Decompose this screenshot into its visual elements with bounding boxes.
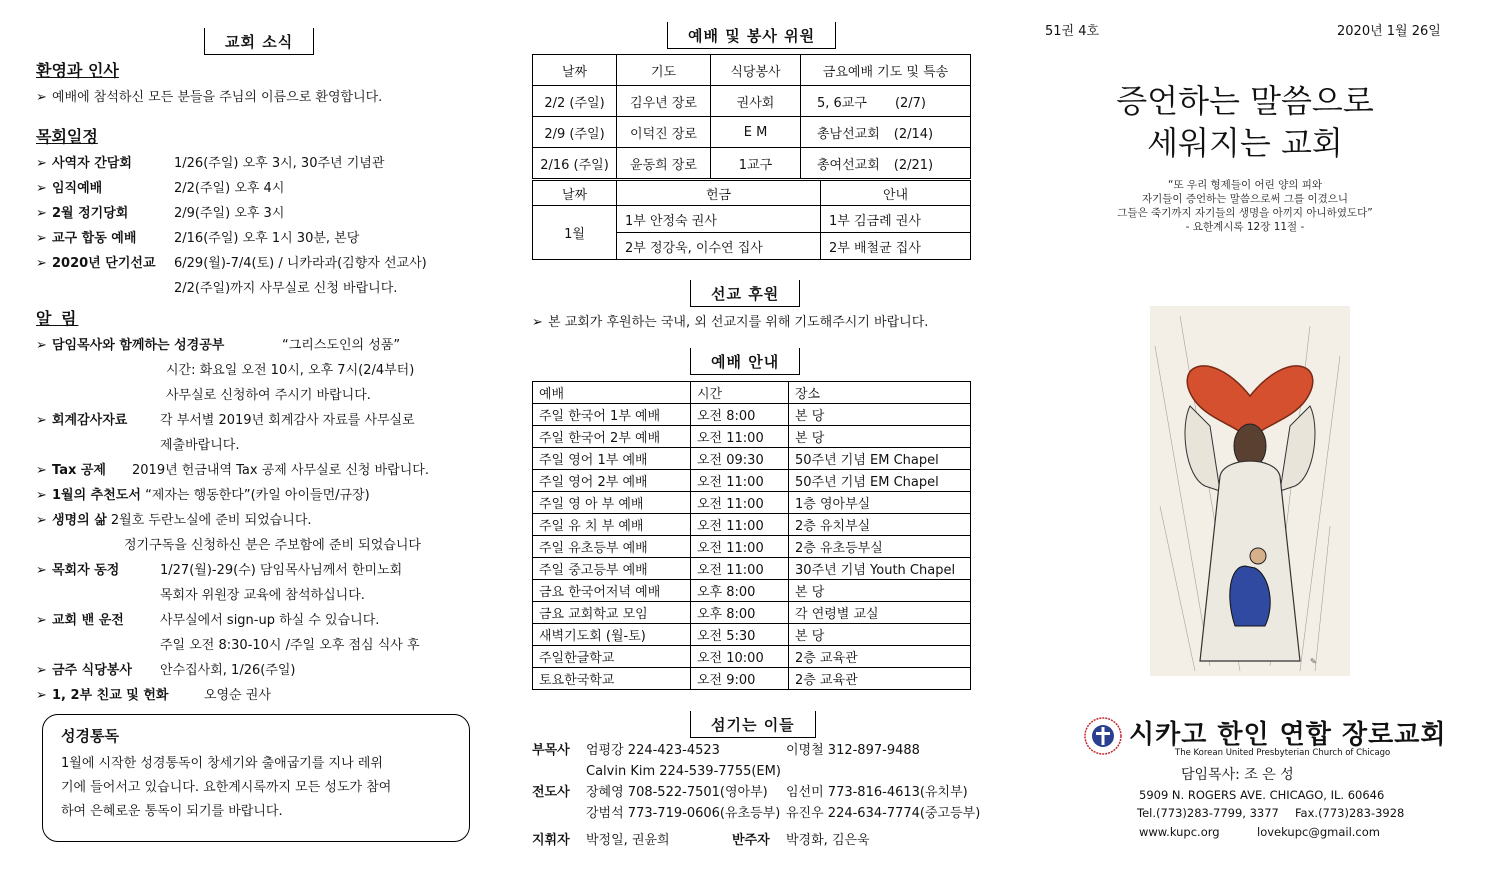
church-phone: Tel.(773)283-7799, 3377 (1137, 806, 1279, 820)
pastoral-schedule (36, 124, 486, 301)
table-cell: 본 당 (789, 580, 971, 602)
church-name-english: The Korean United Presbyterian Church of Chicago (1175, 748, 1391, 758)
table-row (533, 580, 971, 602)
study-title: “그리스도인의 성품” (282, 338, 401, 353)
notices (36, 306, 486, 708)
table-row: 2/16 (주일) 윤동희 장로 1교구 총여선교회 (2/21) (533, 148, 971, 179)
offering-usher-table: 날짜 헌금 안내 1월 1부 안정숙 권사 1부 김금례 권사 2부 정강욱, 이수연 집사 2부 배철균 집사 (532, 180, 971, 260)
audit-label: 회계감사자료 (52, 413, 128, 428)
bullet-icon: ➢ (36, 90, 47, 105)
table-row (533, 624, 971, 646)
table-row (533, 536, 971, 558)
study-apply: 사무실로 신청하여 주시기 바랍니다. (166, 388, 371, 403)
table-cell: 오후 8:00 (691, 580, 789, 602)
table-row: 2/9 (주일) 이덕진 장로 E M 총남선교회 (2/14) (533, 117, 971, 148)
life-label: 생명의 삶 (52, 513, 107, 528)
table-row: 2/2 (주일) 김우년 장로 권사회 5, 6교구 (2/7) (533, 86, 971, 117)
book-text: “제자는 행동한다”(카일 아이들먼/규장) (145, 488, 370, 503)
bullet-icon: ➢ (36, 663, 47, 678)
church-fax: Fax.(773)283-3928 (1295, 806, 1405, 820)
table-row: 2부 정강욱, 이수연 집사 2부 배철균 집사 (533, 233, 971, 260)
welcome-text: 예배에 참석하신 모든 분들을 주님의 이름으로 환영합니다. (52, 90, 383, 105)
table-row (533, 448, 971, 470)
bullet-icon: ➢ (36, 206, 47, 221)
servants-list: 부목사 엄평강 224-423-4523 이명철 312-897-9488 Calvin Kim 224-539-7755(EM) 전도사 장혜영 708-522-7501(영아부) 임선미 773-816-4613(유치부) 강범석 773-719-0606(유초등부) 유진우 224-634-7774(중고등부) 지휘자 박정일, 권윤희 반주자 박경화, 김은욱 (532, 740, 972, 850)
bullet-icon: ➢ (36, 338, 47, 353)
table-row (533, 646, 971, 668)
study-time: 시간: 화요일 오전 10시, 오후 7시(2/4부터) (166, 363, 415, 378)
church-name-korean: 시카고 한인 연합 장로교회 (1129, 720, 1447, 750)
bible-reading-line: 기에 들어서고 있습니다. 요한계시록까지 모든 성도가 참여 (61, 780, 392, 795)
cover-title: 증언하는 말씀으로 세워지는 교회 (1116, 82, 1374, 162)
table-cell: 금요 교회학교 모임 (533, 602, 691, 624)
life-text: 2월호 두란노실에 준비 되었습니다. (110, 513, 312, 528)
table-cell: 2층 교육관 (789, 646, 971, 668)
table-cell: 오전 09:30 (691, 448, 789, 470)
table-cell: 오전 11:00 (691, 514, 789, 536)
table-cell: 본 당 (789, 624, 971, 646)
schedule-heading: 목회일정 (36, 127, 98, 146)
table-row (533, 668, 971, 690)
servants-title: 섬기는 이들 (690, 711, 816, 738)
mission-text: 본 교회가 후원하는 국내, 외 선교지를 위해 기도해주시기 바랍니다. (548, 315, 929, 330)
service-guide-title: 예배 안내 (690, 348, 800, 375)
evangelist-label: 전도사 (532, 785, 570, 800)
greeting-text: 오영순 권사 (204, 688, 271, 703)
tax-label: Tax 공제 (52, 463, 106, 478)
table-cell: 주일 영어 1부 예배 (533, 448, 691, 470)
table-row (533, 426, 971, 448)
bullet-icon: ➢ (36, 231, 47, 246)
volume-number: 51권 4호 (1045, 24, 1100, 39)
greeting-label: 1, 2부 친교 및 헌화 (52, 688, 169, 703)
pastor-news-text: 1/27(월)-29(수) 담임목사님께서 한미노회 (160, 563, 403, 578)
meal-text: 안수집사회, 1/26(주일) (160, 663, 296, 678)
life-continuation: 정기구독을 신청하신 분은 주보함에 준비 되었습니다 (124, 538, 421, 553)
bible-reading-box (42, 714, 470, 842)
table-cell: 오전 9:00 (691, 668, 789, 690)
table-cell: 2층 유초등부실 (789, 536, 971, 558)
bible-reading-heading: 성경통독 (61, 727, 119, 745)
van-text: 사무실에서 sign-up 하실 수 있습니다. (160, 613, 380, 628)
welcome-heading: 환영과 인사 (36, 61, 119, 80)
bullet-icon: ➢ (36, 413, 47, 428)
table-cell: 오후 8:00 (691, 602, 789, 624)
table-cell: 각 연령별 교실 (789, 602, 971, 624)
bible-reading-line: 하여 은혜로운 통독이 되기를 바랍니다. (61, 804, 283, 819)
issue-date: 2020년 1월 26일 (1337, 24, 1441, 39)
church-address: 5909 N. ROGERS AVE. CHICAGO, IL. 60646 (1139, 788, 1385, 802)
schedule-item: ➢ 2020년 단기선교 6/29(월)-7/4(토) / 니카라과(김향자 선교사) (36, 251, 486, 276)
bullet-icon: ➢ (36, 181, 47, 196)
table-cell: 본 당 (789, 426, 971, 448)
schedule-item: ➢ 교구 합동 예배 2/16(주일) 오후 1시 30분, 본당 (36, 226, 486, 251)
table-cell: 주일 중고등부 예배 (533, 558, 691, 580)
book-label: 1월의 추천도서 (52, 488, 141, 503)
pastor-news-label: 목회자 동정 (52, 563, 120, 578)
table-cell: 본 당 (789, 404, 971, 426)
table-cell: 오전 8:00 (691, 404, 789, 426)
table-cell: 오전 10:00 (691, 646, 789, 668)
table-cell: 1층 영아부실 (789, 492, 971, 514)
tax-text: 2019년 헌금내역 Tax 공제 사무실로 신청 바랍니다. (132, 463, 429, 478)
table-cell: 금요 한국어저녁 예배 (533, 580, 691, 602)
table-cell: 오전 5:30 (691, 624, 789, 646)
table-cell: 주일 한국어 1부 예배 (533, 404, 691, 426)
audit-continuation: 제출바랍니다. (160, 438, 240, 453)
table-cell: 50주년 기념 EM Chapel (789, 448, 971, 470)
table-cell: 주일 한국어 2부 예배 (533, 426, 691, 448)
table-cell: 2층 교육관 (789, 668, 971, 690)
table-cell: 오전 11:00 (691, 426, 789, 448)
pastor-news-continuation: 목회자 위원장 교육에 참석하십니다. (160, 588, 365, 603)
table-row (533, 492, 971, 514)
table-row: 1월 1부 안정숙 권사 1부 김금례 권사 (533, 206, 971, 233)
bullet-icon: ➢ (36, 156, 47, 171)
table-cell: 주일 유 치 부 예배 (533, 514, 691, 536)
cover-verse: “또 우리 형제들이 어린 양의 피와 자기들이 증언하는 말씀으로써 그를 이겼으니 그들은 죽기까지 자기들의 생명을 아끼지 아니하였도다” - 요한계시록 12장 11절 - (1117, 179, 1373, 233)
table-row (533, 404, 971, 426)
table-cell: 2층 유치부실 (789, 514, 971, 536)
table-cell: 30주년 기념 Youth Chapel (789, 558, 971, 580)
study-label: 담임목사와 함께하는 성경공부 (52, 338, 225, 353)
bullet-icon: ➢ (532, 315, 543, 330)
table-cell: 주일 영어 2부 예배 (533, 470, 691, 492)
senior-pastor: 담임목사: 조 은 성 (1181, 767, 1294, 783)
bullet-icon: ➢ (36, 463, 47, 478)
van-continuation: 주일 오전 8:30-10시 /주일 오후 점심 식사 후 (160, 638, 420, 653)
table-cell: 새벽기도회 (월-토) (533, 624, 691, 646)
schedule-item: ➢ 사역자 간담회 1/26(주일) 오후 3시, 30주년 기념관 (36, 151, 486, 176)
table-cell: 오전 11:00 (691, 492, 789, 514)
table-cell: 오전 11:00 (691, 536, 789, 558)
table-cell: 주일 영 아 부 예배 (533, 492, 691, 514)
van-label: 교회 밴 운전 (52, 613, 124, 628)
bible-reading-line: 1월에 시작한 성경통독이 창세기와 출애굽기를 지나 레위 (61, 756, 383, 771)
mission-title: 선교 후원 (690, 280, 800, 307)
bullet-icon: ➢ (36, 563, 47, 578)
schedule-continuation: 2/2(주일)까지 사무실로 신청 바랍니다. (174, 281, 398, 296)
audit-text: 각 부서별 2019년 회계감사 자료를 사무실로 (160, 413, 415, 428)
bullet-icon: ➢ (36, 688, 47, 703)
notice-heading: 알 림 (36, 309, 79, 328)
meal-label: 금주 식당봉사 (52, 663, 132, 678)
service-table: 예배 시간 장소 주일 한국어 1부 예배 오전 8:00 본 당 주일 한국어 2부 예배 오전 11:00 본 당 주일 영어 1부 예배 오전 09:30 50주년 기념 EM Chapel 주일 영어 2부 예배 오전 11:00 50주년 기념 EM Chapel 주일 영 아 부 예배 오전 11:00 1층 영아부실 주일 유 치 부 예배 오전 11:00 2층 유치부실 주일 유초등부 예배 오전 11:00 2층 유초등부실 주일 중고등부 예배 오전 11:00 30주년 기념 Youth Chapel 금요 한국어저녁 예배 오후 8:00 본 당 금요 교회학교 모임 오후 8:00 각 연령별 교실 새벽기도회 (월-토) 오전 5:30 본 당 주일한글학교 오전 10:00 2층 교육관 토요한국학교 오전 9:00 2층 교육관 (532, 381, 971, 690)
table-cell: 토요한국학교 (533, 668, 691, 690)
table-cell: 주일한글학교 (533, 646, 691, 668)
bullet-icon: ➢ (36, 513, 47, 528)
table-row (533, 602, 971, 624)
table-row (533, 558, 971, 580)
table-cell: 오전 11:00 (691, 558, 789, 580)
conductor-label: 지휘자 (532, 833, 570, 848)
worship-staff-table: 날짜 기도 식당봉사 금요예배 기도 및 특송 2/2 (주일) 김우년 장로 권사회 5, 6교구 (2/7) 2/9 (주일) 이덕진 장로 E M 총남선교회 (2/14) 2/16 (주일) 윤동희 장로 1교구 총여선교회 (2/21) (532, 54, 971, 179)
schedule-item: ➢ 임직예배 2/2(주일) 오후 4시 (36, 176, 486, 201)
bullet-icon: ➢ (36, 613, 47, 628)
table-cell: 50주년 기념 EM Chapel (789, 470, 971, 492)
figure-holding-heart-illustration (1150, 306, 1350, 676)
church-news-title: 교회 소식 (204, 28, 314, 55)
bullet-icon: ➢ (36, 488, 47, 503)
table-cell: 오전 11:00 (691, 470, 789, 492)
table-row (533, 470, 971, 492)
church-email: lovekupc@gmail.com (1257, 825, 1380, 839)
table-row (533, 514, 971, 536)
svg-text:✎: ✎ (1310, 657, 1317, 666)
accompanist-label: 반주자 (732, 833, 770, 848)
bullet-icon: ➢ (36, 256, 47, 271)
church-seal-icon (1083, 716, 1123, 756)
worship-staff-title: 예배 및 봉사 위원 (667, 22, 836, 49)
church-website: www.kupc.org (1139, 825, 1220, 839)
table-cell: 주일 유초등부 예배 (533, 536, 691, 558)
schedule-item: ➢ 2월 정기당회 2/9(주일) 오후 3시 (36, 201, 486, 226)
assoc-pastor-label: 부목사 (532, 743, 570, 758)
